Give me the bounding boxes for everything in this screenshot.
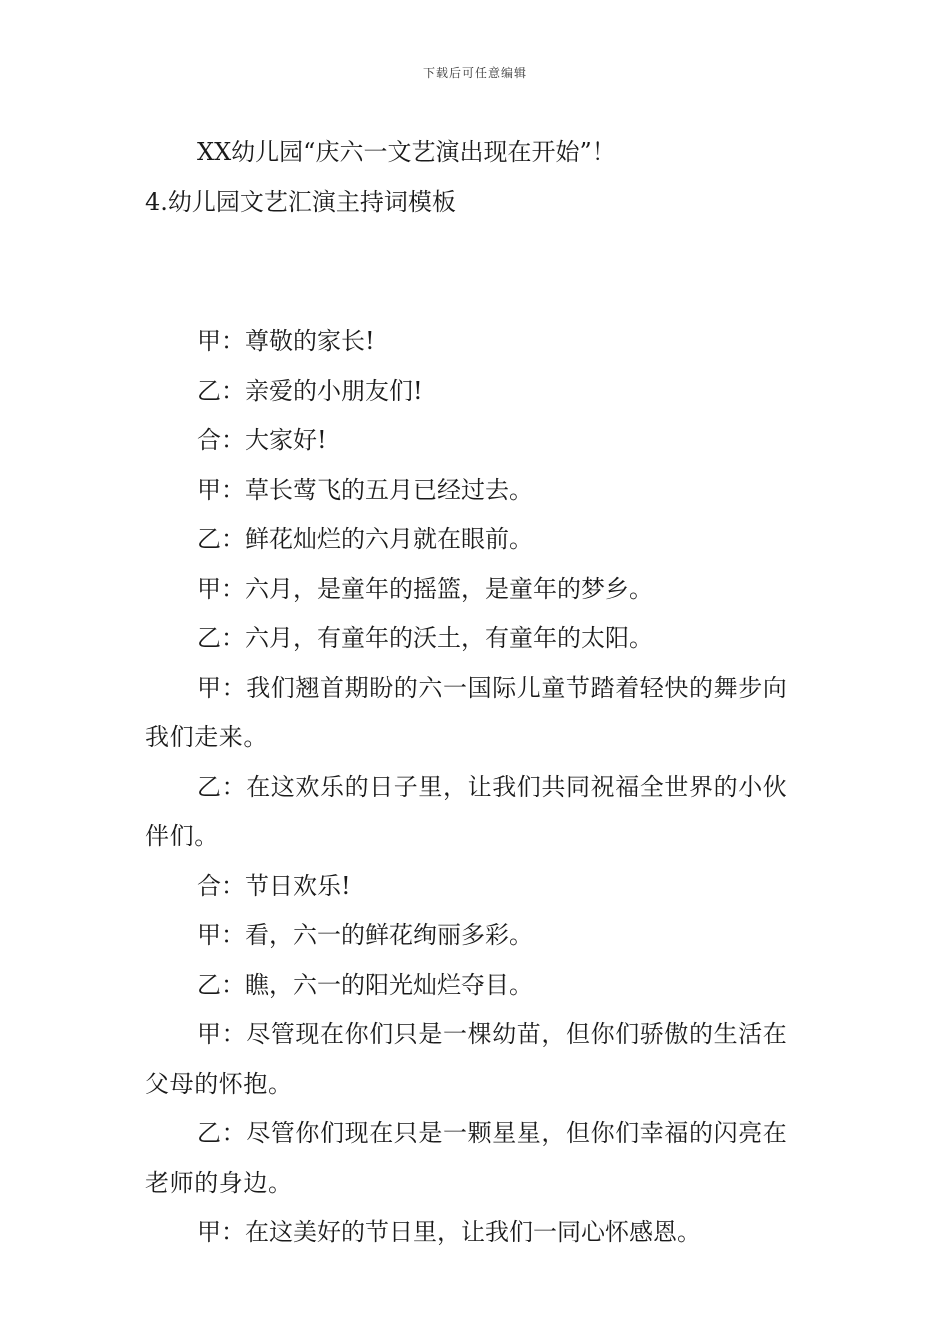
dialogue-line: 乙：瞧，六一的阳光灿烂夺目。 xyxy=(197,970,533,999)
page-header: 下载后可任意编辑 xyxy=(422,66,527,80)
dialogue-line: 乙：亲爱的小朋友们! xyxy=(197,376,423,405)
opening-line: XX幼儿园“庆六一文艺演出现在开始”！ xyxy=(197,138,616,166)
dialogue-line: 甲：尊敬的家长! xyxy=(197,327,375,355)
dialogue-paragraph: 乙：尽管你们现在只是一颗星星，但你们幸福的闪亮在老师的身边。 xyxy=(145,1119,788,1197)
dialogue-line: 甲：看，六一的鲜花绚丽多彩。 xyxy=(197,921,533,949)
dialogue-line: 甲：草长莺飞的五月已经过去。 xyxy=(197,475,533,504)
document-body xyxy=(145,128,810,1258)
dialogue-line: 合：节日欢乐! xyxy=(197,871,351,900)
dialogue-line: 合：大家好! xyxy=(197,426,327,454)
dialogue-paragraph: 甲：尽管现在你们只是一棵幼苗，但你们骄傲的生活在父母的怀抱。 xyxy=(145,1020,788,1098)
dialogue-paragraph: 甲：我们翘首期盼的六一国际儿童节踏着轻快的舞步向我们走来。 xyxy=(145,673,788,751)
dialogue-line: 乙：六月，有童年的沃土，有童年的太阳。 xyxy=(197,624,653,652)
blank-gap xyxy=(145,227,810,317)
section-title: 4.幼儿园文艺汇演主持词模板 xyxy=(145,187,456,216)
dialogue-paragraph: 乙：在这欢乐的日子里，让我们共同祝福全世界的小伙伴们。 xyxy=(145,772,788,850)
dialogue-line: 甲：六月，是童年的摇篮，是童年的梦乡。 xyxy=(197,574,653,603)
dialogue-line: 甲：在这美好的节日里，让我们一同心怀感恩。 xyxy=(197,1218,701,1246)
dialogue-line: 乙：鲜花灿烂的六月就在眼前。 xyxy=(197,525,533,553)
